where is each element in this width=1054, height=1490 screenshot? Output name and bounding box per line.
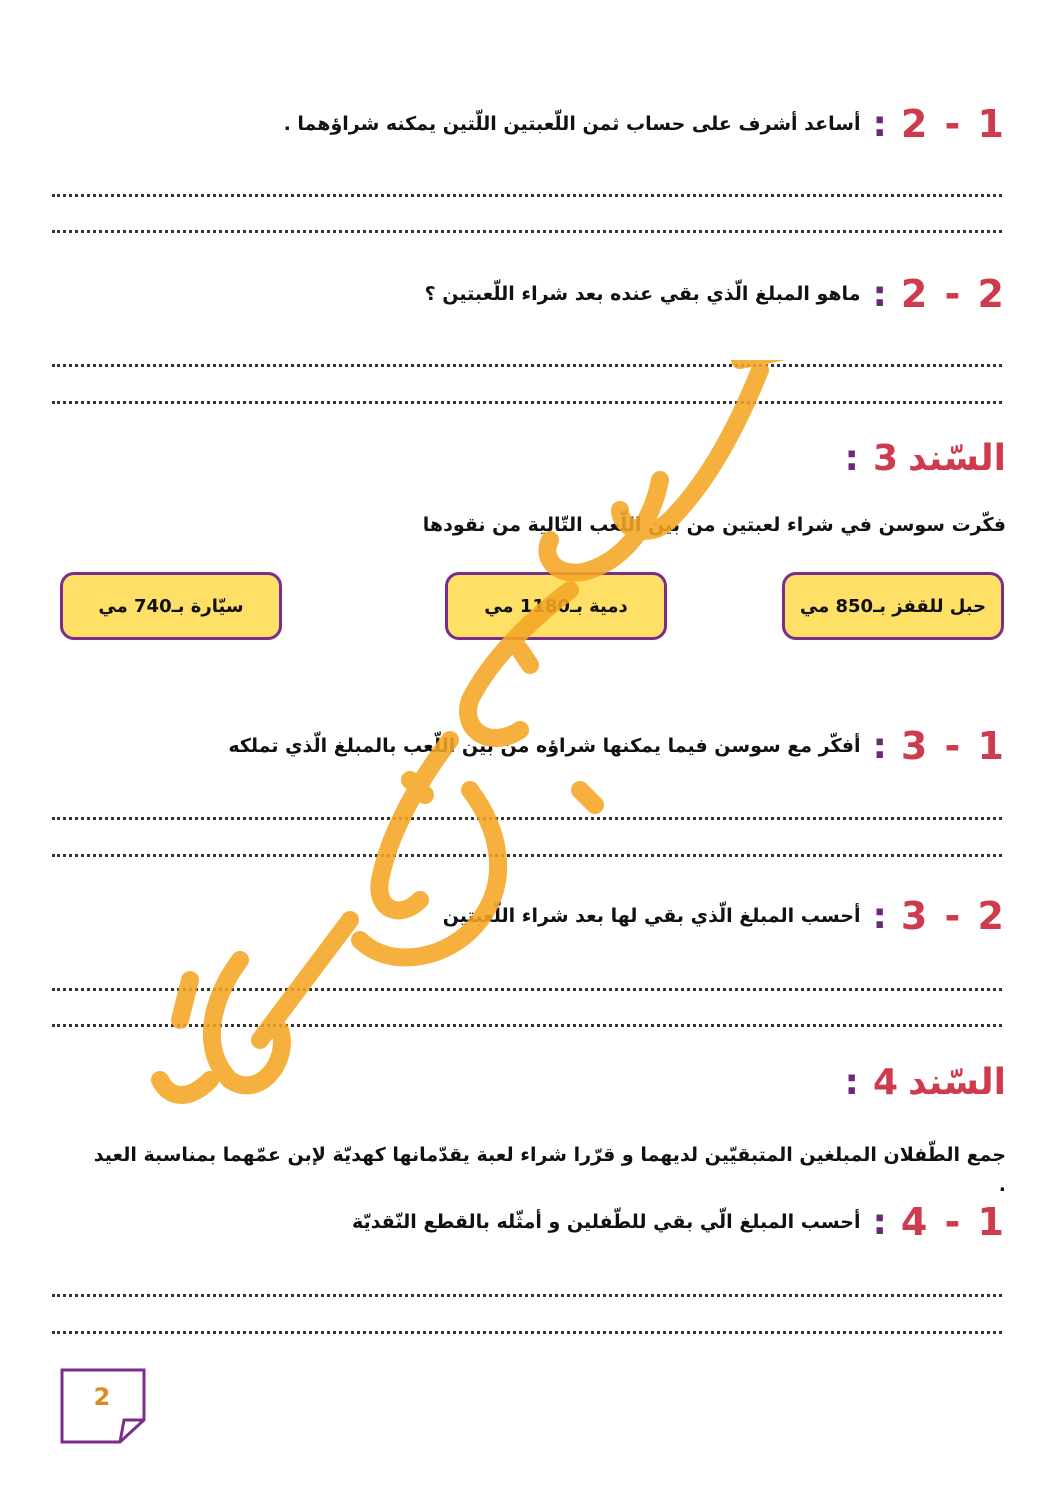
section-colon: :	[844, 1062, 859, 1103]
question-text: أفكّر مع سوسن فيما يمكنها شراؤه من بين اللّعب بالمبلغ الّذي تملكه	[228, 735, 861, 757]
question-text: أحسب المبلغ الّي بقي للطّفلين و أمثّله بالقطع النّقديّة	[352, 1211, 861, 1233]
answer-line	[52, 230, 1002, 233]
toy-box-doll: دمية بـ1180 مي	[445, 572, 667, 640]
section-4-heading	[845, 1062, 1006, 1103]
answer-line	[52, 1294, 1002, 1297]
section-title: السّند	[908, 1062, 1006, 1103]
question-colon: :	[872, 895, 887, 937]
answer-line	[52, 817, 1002, 820]
question-text: أحسب المبلغ الّذي بقي لها بعد شراء اللّعبتين	[442, 905, 861, 927]
question-text: أساعد أشرف على حساب ثمن اللّعبتين اللّتين يمكنه شراؤهما .	[283, 113, 861, 135]
question-colon: :	[872, 273, 887, 315]
section-number: 4	[872, 1062, 899, 1103]
question-colon: :	[872, 103, 887, 145]
question-3-2	[443, 894, 1006, 938]
page-number: 2	[93, 1383, 111, 1411]
answer-line	[52, 1024, 1002, 1027]
question-number: 3 - 2	[900, 894, 1006, 938]
section-title: السّند	[908, 438, 1006, 479]
question-number: 3 - 1	[900, 724, 1006, 768]
question-number: 4 - 1	[900, 1200, 1006, 1244]
answer-line	[52, 1331, 1002, 1334]
section-4-intro: جمع الطّفلان المبلغين المتبقيّين لديهما و قرّرا شراء لعبة يقدّمانها كهديّة لإبن عمّهما بمناسبة العيد .	[93, 1144, 1006, 1196]
question-3-1	[228, 724, 1006, 768]
question-2-1	[284, 102, 1006, 146]
toy-box-jump-rope: حبل للقفز بـ850 مي	[782, 572, 1004, 640]
question-colon: :	[872, 725, 887, 767]
section-number: 3	[872, 438, 899, 479]
question-text: ماهو المبلغ الّذي بقي عنده بعد شراء اللّعبتين ؟	[424, 283, 861, 305]
question-number: 2 - 2	[900, 272, 1006, 316]
answer-line	[52, 988, 1002, 991]
toy-box-car: سيّارة بـ740 مي	[60, 572, 282, 640]
section-3-intro: فكّرت سوسن في شراء لعبتين من بين اللّعب التّالية من نقودها	[422, 514, 1006, 536]
answer-line	[52, 364, 1002, 367]
answer-line	[52, 854, 1002, 857]
section-3-heading	[845, 438, 1006, 479]
answer-line	[52, 401, 1002, 404]
question-number: 2 - 1	[900, 102, 1006, 146]
question-4-1	[352, 1200, 1006, 1244]
question-2-2	[425, 272, 1006, 316]
question-colon: :	[872, 1201, 887, 1243]
section-colon: :	[844, 438, 859, 479]
answer-line	[52, 194, 1002, 197]
